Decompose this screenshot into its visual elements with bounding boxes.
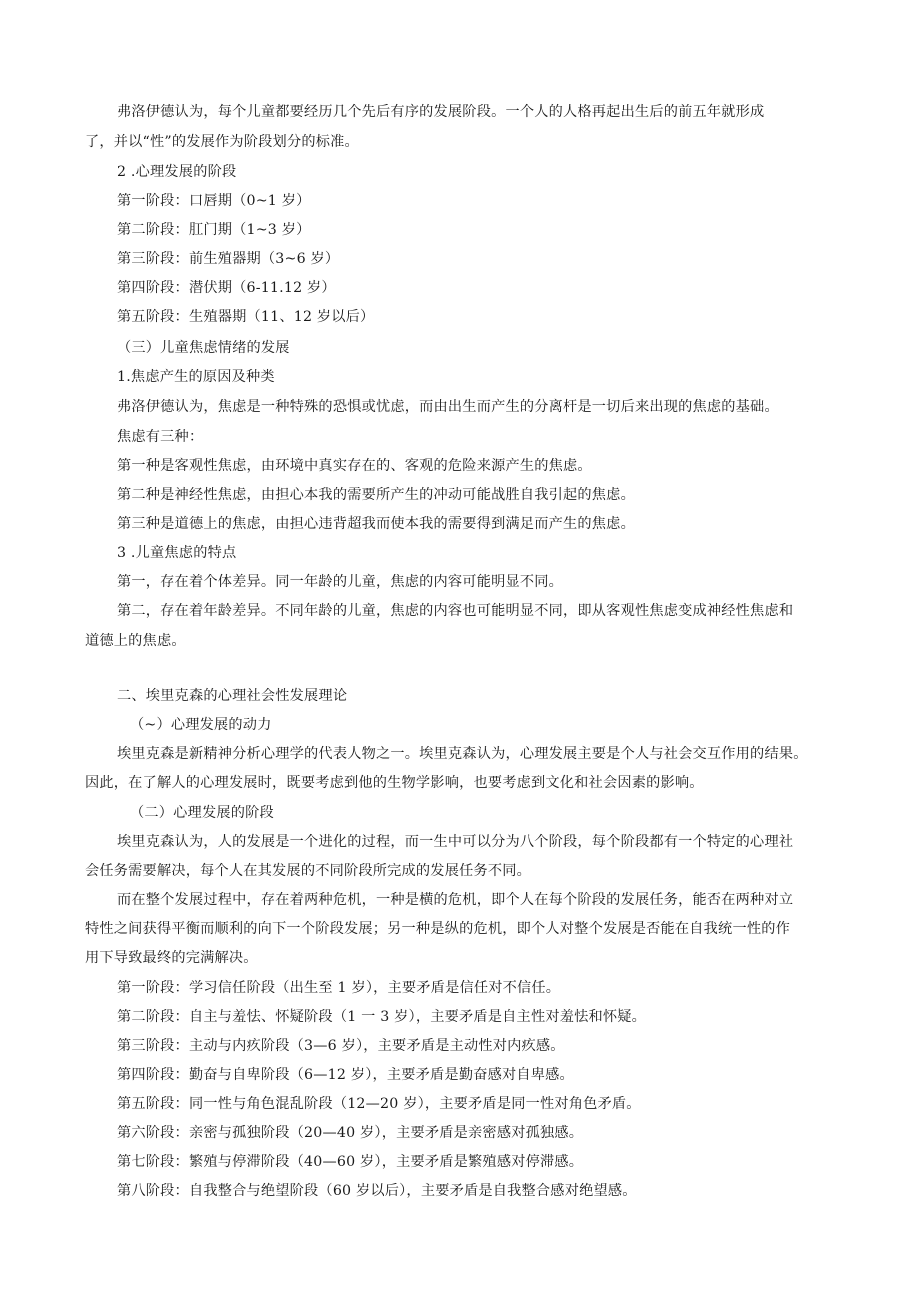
- anxiety-kind-item: 第二种是神经性焦虑，由担心本我的需要所产生的冲动可能战胜自我引起的焦虑。: [117, 487, 635, 503]
- erikson-stage: 第四阶段：勤奋与自卑阶段（6—12 岁），主要矛盾是勤奋感对自卑感。: [117, 1067, 574, 1083]
- dynamics-line-1: 埃里克森是新精神分析心理学的代表人物之一。埃里克森认为，心理发展主要是个人与社会交互作用的结果。: [117, 746, 808, 762]
- section-title: 二、埃里克森的心理社会性发展理论: [117, 688, 348, 704]
- anxiety-text: 弗洛伊德认为，焦虑是一种特殊的恐惧或忧虑，而由出生而产生的分离杆是一切后来出现的焦虑的基础。: [117, 399, 779, 415]
- anxiety-kind-item: 第三种是道德上的焦虑，由担心违背超我而使本我的需要得到满足而产生的焦虑。: [117, 516, 635, 532]
- dynamics-line-2: 因此，在了解人的心理发展时，既要考虑到他的生物学影响，也要考虑到文化和社会因素的影响。: [85, 775, 704, 791]
- erikson-stage: 第二阶段：自主与羞怯、怀疑阶段（1 一 3 岁），主要矛盾是自主性对羞怯和怀疑。: [117, 1009, 647, 1025]
- heading-anxiety-causes: 1.焦虑产生的原因及种类: [117, 369, 275, 385]
- stage-item: 第一阶段：口唇期（0~1 岁）: [117, 193, 311, 209]
- heading-features: 3 .儿童焦虑的特点: [117, 545, 237, 561]
- intro-line-1: 弗洛伊德认为，每个儿童都要经历几个先后有序的发展阶段。一个人的人格再起出生后的前五年就形成: [117, 104, 765, 120]
- erikson-stage: 第五阶段：同一性与角色混乱阶段（12—20 岁），主要矛盾是同一性对角色矛盾。: [117, 1096, 641, 1112]
- erikson-stage: 第八阶段：自我整合与绝望阶段（60 岁以后），主要矛盾是自我整合感对绝望感。: [117, 1183, 637, 1199]
- anxiety-kinds-intro: 焦虑有三种：: [117, 429, 204, 445]
- anxiety-kind-item: 第一种是客观性焦虑，由环境中真实存在的、客观的危险来源产生的焦虑。: [117, 458, 592, 474]
- erikson-stage: 第一阶段：学习信任阶段（出生至 1 岁），主要矛盾是信任对不信任。: [117, 980, 561, 996]
- stage-item: 第四阶段：潜伏期（6-11.12 岁）: [117, 280, 336, 296]
- stage-item: 第二阶段：肛门期（1~3 岁）: [117, 222, 311, 238]
- crisis-line-1: 而在整个发展过程中，存在着两种危机，一种是横的危机，即个人在每个阶段的发展任务，能否在两种对立: [117, 892, 794, 908]
- heading-dynamics: （~）心理发展的动力: [130, 717, 272, 733]
- heading-anxiety: （三）儿童焦虑情绪的发展: [117, 340, 290, 356]
- stages-intro-line-1: 埃里克森认为，人的发展是一个进化的过程，而一生中可以分为八个阶段，每个阶段都有一个特定的心理社: [117, 834, 794, 850]
- erikson-stage: 第三阶段：主动与内疚阶段（3—6 岁），主要矛盾是主动性对内疚感。: [117, 1038, 565, 1054]
- intro-line-2: 了，并以“性”的发展作为阶段划分的标准。: [85, 134, 359, 150]
- stages-intro-line-2: 会任务需要解决，每个人在其发展的不同阶段所完成的发展任务不同。: [85, 863, 532, 879]
- erikson-stage: 第七阶段：繁殖与停滞阶段（40—60 岁），主要矛盾是繁殖感对停滞感。: [117, 1154, 584, 1170]
- crisis-line-2: 特性之间获得平衡而顺利的向下一个阶段发展；另一种是纵的危机，即个人对整个发展是否能在自我统一性的作: [85, 921, 790, 937]
- feature-item: 第一，存在着个体差异。同一年龄的儿童，焦虑的内容可能明显不同。: [117, 574, 564, 590]
- heading-stages-2: （二）心理发展的阶段: [130, 805, 274, 821]
- crisis-line-3: 用下导致最终的完满解决。: [85, 950, 258, 966]
- feature-item-line2: 道德上的焦虑。: [85, 633, 186, 649]
- erikson-stage: 第六阶段：亲密与孤独阶段（20—40 岁），主要矛盾是亲密感对孤独感。: [117, 1125, 584, 1141]
- feature-item-line1: 第二，存在着年龄差异。不同年龄的儿童，焦虑的内容也可能明显不同，即从客观性焦虑变成神经性焦虑和: [117, 603, 794, 619]
- stage-item: 第三阶段：前生殖器期（3~6 岁）: [117, 251, 340, 267]
- stage-item: 第五阶段：生殖器期（11、12 岁以后）: [117, 309, 375, 325]
- heading-stages: 2 .心理发展的阶段: [117, 164, 237, 180]
